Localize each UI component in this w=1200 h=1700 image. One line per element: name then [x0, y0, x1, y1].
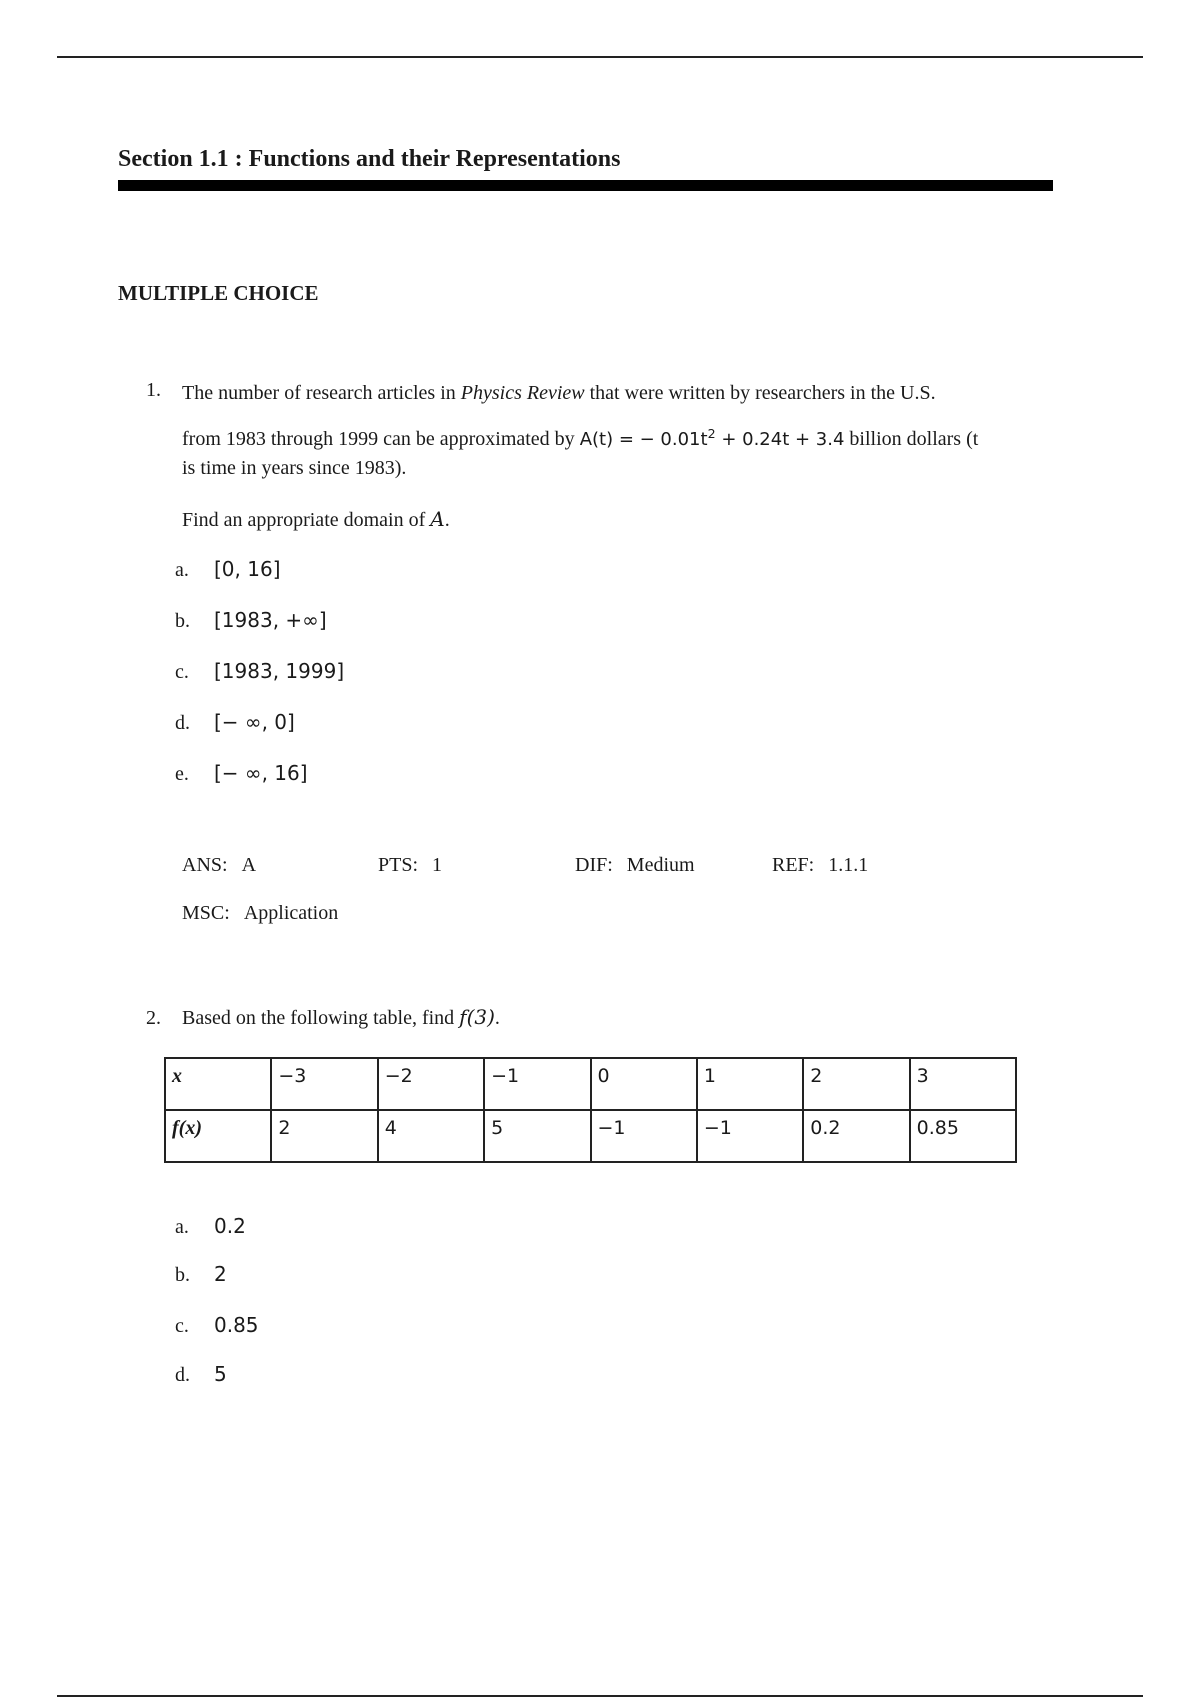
answer-key — [182, 854, 256, 877]
choice-value: [1983, +∞] — [214, 608, 327, 632]
table-row-fx — [165, 1110, 1016, 1162]
choice-b[interactable] — [175, 1262, 227, 1287]
choice-value: 2 — [214, 1262, 227, 1286]
table-cell: −2 — [378, 1058, 484, 1110]
table-cell: −3 — [271, 1058, 377, 1110]
ans-label: ANS: — [182, 854, 228, 876]
ref-value: 1.1.1 — [828, 854, 869, 876]
choice-letter: c. — [175, 1315, 189, 1337]
table-cell: 0.2 — [803, 1110, 909, 1162]
pts-label: PTS: — [378, 854, 419, 876]
choice-b[interactable] — [175, 608, 327, 633]
dif-label: DIF: — [575, 854, 613, 876]
choice-d[interactable] — [175, 710, 295, 735]
pts-value: 1 — [432, 854, 443, 876]
choice-letter: a. — [175, 559, 189, 581]
bottom-rule — [57, 1695, 1143, 1697]
choice-a[interactable] — [175, 1214, 246, 1239]
top-rule — [57, 56, 1143, 58]
ref-label: REF: — [772, 854, 815, 876]
row-header-fx: f(x) — [165, 1110, 271, 1162]
question-number: 2. — [146, 1007, 161, 1029]
choice-c[interactable] — [175, 659, 344, 684]
question-2-prompt — [182, 1003, 500, 1033]
choice-value: 0.85 — [214, 1313, 259, 1337]
table-cell: 2 — [271, 1110, 377, 1162]
multiple-choice-heading: MULTIPLE CHOICE — [118, 281, 319, 305]
table-cell: 2 — [803, 1058, 909, 1110]
choice-e[interactable] — [175, 761, 308, 786]
choice-a[interactable] — [175, 557, 281, 582]
text: Based on the following table, find — [182, 1007, 460, 1029]
question-number: 1. — [146, 379, 161, 401]
choice-value: [1983, 1999] — [214, 659, 345, 683]
msc-value: Application — [243, 902, 339, 924]
choice-c[interactable] — [175, 1313, 259, 1338]
choice-value: 5 — [214, 1362, 227, 1386]
section-title-bar — [118, 180, 1053, 191]
table-cell: 5 — [484, 1110, 590, 1162]
function-table — [164, 1057, 1017, 1163]
table-cell: 0.85 — [910, 1110, 1016, 1162]
ans-value: A — [241, 854, 257, 876]
formula — [579, 426, 845, 450]
table-cell: 3 — [910, 1058, 1016, 1110]
points — [378, 854, 442, 877]
row-header-x: x — [165, 1058, 271, 1110]
section-title: Section 1.1 : Functions and their Representations — [118, 146, 621, 172]
choice-value: [− ∞, 0] — [214, 710, 295, 734]
function-call: f(3) — [459, 1005, 495, 1029]
msc — [182, 902, 338, 925]
choice-letter: d. — [175, 712, 190, 734]
text: billion dollars (t — [844, 428, 979, 450]
table-cell: −1 — [697, 1110, 803, 1162]
choice-letter: d. — [175, 1364, 190, 1386]
choice-value: [0, 16] — [214, 557, 281, 581]
text: . — [494, 1007, 500, 1029]
choice-letter: b. — [175, 610, 190, 632]
text: from 1983 through 1999 can be approximated by — [182, 428, 580, 450]
table-cell: −1 — [591, 1110, 697, 1162]
table-cell: 0 — [591, 1058, 697, 1110]
formula-exponent: 2 — [707, 426, 716, 441]
formula-lhs: A(t) = − 0.01t — [579, 429, 708, 450]
choice-letter: b. — [175, 1264, 190, 1286]
variable: A — [430, 507, 445, 531]
question-1-prompt — [182, 505, 450, 535]
choice-letter: c. — [175, 661, 189, 683]
text: . — [444, 509, 450, 531]
dif-value: Medium — [626, 854, 695, 876]
table-cell: 4 — [378, 1110, 484, 1162]
choice-letter: a. — [175, 1216, 189, 1238]
choice-value: [− ∞, 16] — [214, 761, 308, 785]
reference — [772, 854, 868, 877]
difficulty — [575, 854, 695, 877]
choice-d[interactable] — [175, 1362, 227, 1387]
choice-letter: e. — [175, 763, 189, 785]
question-1-line-3: is time in years since 1983). — [182, 457, 407, 479]
text: Find an appropriate domain of — [182, 509, 431, 531]
journal-title: Physics Review — [460, 382, 585, 404]
question-1-line-1 — [182, 379, 936, 408]
question-1-line-2 — [182, 425, 978, 454]
table-row-x — [165, 1058, 1016, 1110]
msc-label: MSC: — [182, 902, 230, 924]
choice-value: 0.2 — [214, 1214, 246, 1238]
text: that were written by researchers in the U.S. — [584, 382, 936, 404]
table-cell: −1 — [484, 1058, 590, 1110]
table-cell: 1 — [697, 1058, 803, 1110]
formula-rhs: + 0.24t + 3.4 — [715, 429, 845, 450]
text: The number of research articles in — [182, 382, 461, 404]
